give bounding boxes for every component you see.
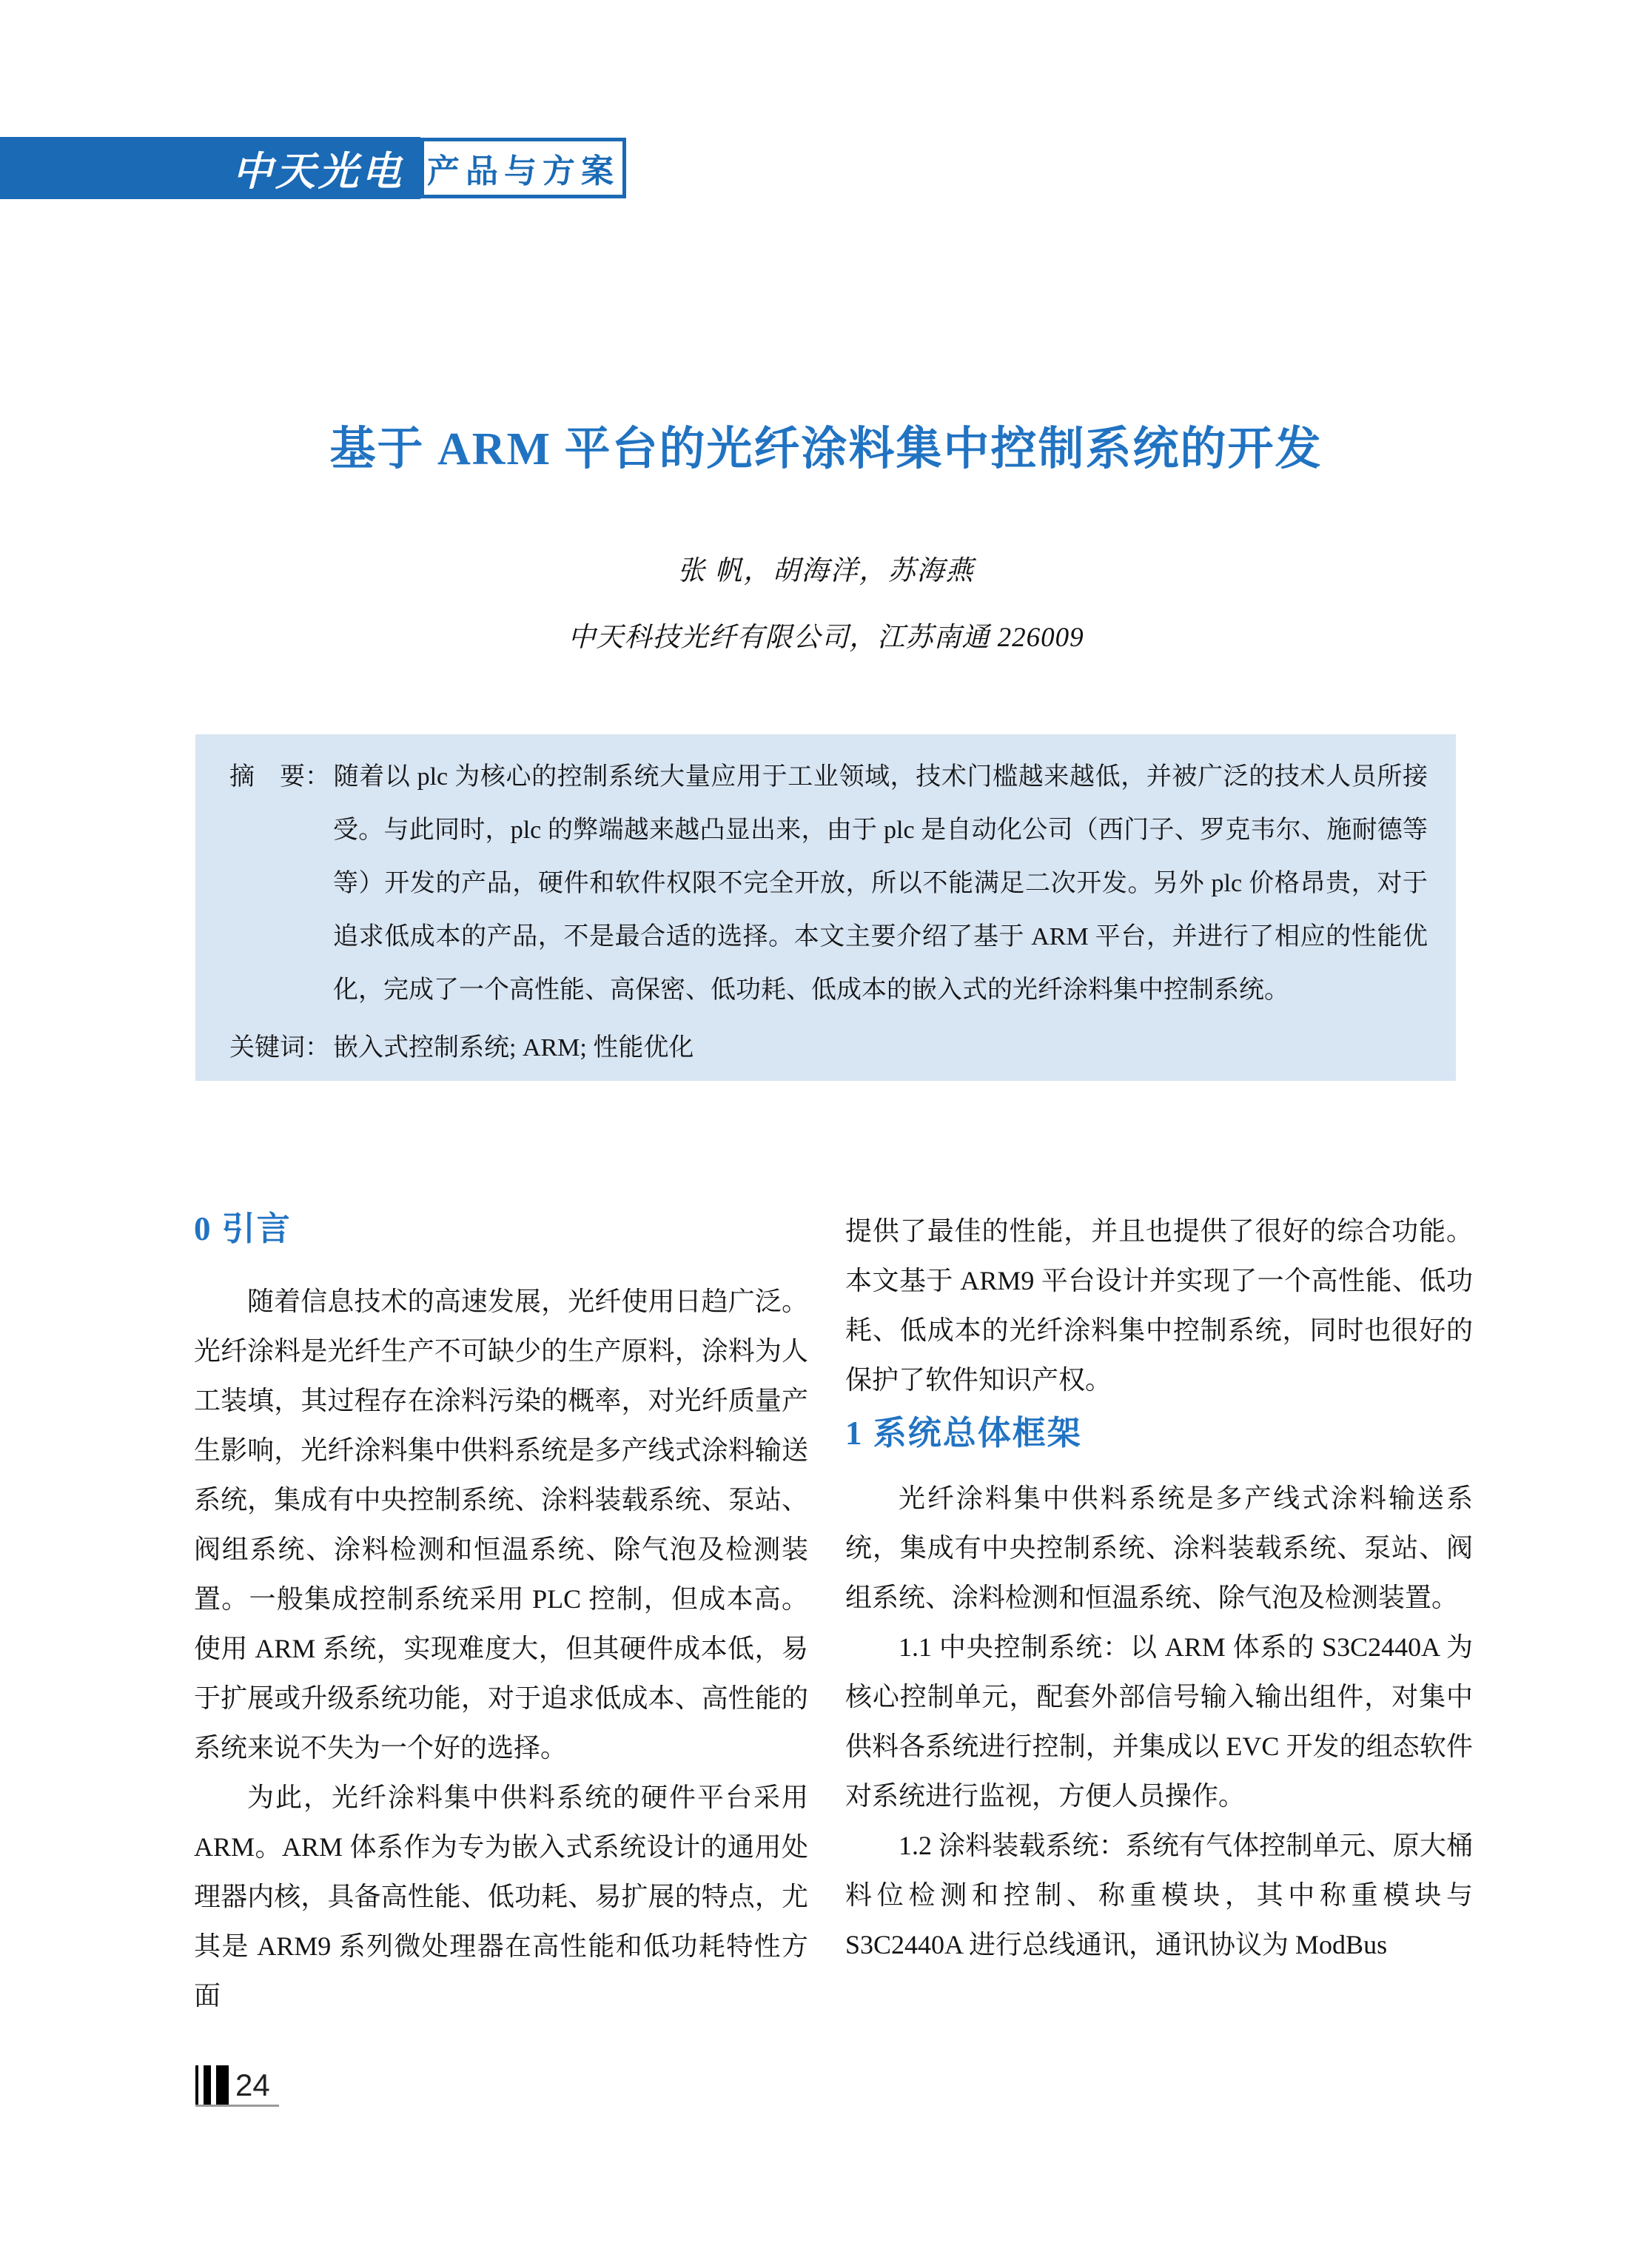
section-0-paragraph-1: 随着信息技术的高速发展，光纤使用日趋广泛。光纤涂料是光纤生产不可缺少的生产原料，涂料为人工装填，其过程存在涂料污染的概率，对光纤质量产生影响，光纤涂料集中供料系统是多产线式涂料输送系统，集成有中央控制系统、涂料装载系统、泵站、阀组系统、涂料检测和恒温系统、除气泡及检测装置。一般集成控制系统采用 PLC 控制，但成本高。使用 ARM 系统，实现难度大，但其硬件成本低，易于扩展或升级系统功能，对于追求低成本、高性能的系统来说不失为一个好的选择。 — [194, 1287, 808, 1763]
footer-bars-icon — [195, 2065, 229, 2105]
section-1-heading: 1 系统总体框架 — [845, 1415, 1082, 1452]
abstract-paragraph — [229, 751, 1428, 1017]
article-affiliation: 中天科技光纤有限公司，江苏南通 226009 — [568, 623, 1084, 653]
footer-divider-line — [195, 2105, 279, 2107]
keywords-label: 关键词： — [229, 1034, 330, 1062]
section-1-paragraph-1: 光纤涂料集中供料系统是多产线式涂料输送系统，集成有中央控制系统、涂料装载系统、泵站、阀组系统、涂料检测和恒温系统、除气泡及检测装置。 — [845, 1483, 1473, 1612]
section-tag-label: 产品与方案 — [427, 153, 620, 190]
body-column-left — [194, 1207, 808, 2021]
section-1-paragraph-2: 1.1 中央控制系统：以 ARM 体系的 S3C2440A 为核心控制单元，配套外部信号输入输出组件，对集中供料各系统进行控制，并集成以 EVC 开发的组态软件对系统进行监视，方便人员操作。 — [845, 1632, 1473, 1811]
continued-paragraph: 提供了最佳的性能，并且也提供了很好的综合功能。本文基于 ARM9 平台设计并实现了一个高性能、低功耗、低成本的光纤涂料集中控制系统，同时也很好的保护了软件知识产权。 — [845, 1216, 1473, 1395]
keywords-line — [229, 1022, 1428, 1075]
abstract-box — [195, 734, 1456, 1081]
abstract-label: 摘 要： — [229, 763, 330, 791]
page-number: 24 — [235, 2068, 270, 2102]
article-authors: 张 帆，胡海洋，苏海燕 — [677, 556, 975, 586]
publisher-logo: 中天光电 — [232, 149, 404, 194]
abstract-text: 随着以 plc 为核心的控制系统大量应用于工业领域，技术门槛越来越低，并被广泛的技术人员所接受。与此同时，plc 的弊端越来越凸显出来，由于 plc 是自动化公司（西门子、罗克韦尔、施耐德等等）开发的产品，硬件和软件权限不完全开放，所以不能满足二次开发。另外 plc 价格昂贵，对于追求低成本的产品，不是最合适的选择。本文主要介绍了基于 ARM 平台，并进行了相应的性能优化，完成了一个高性能、高保密、低功耗、低成本的嵌入式的光纤涂料集中控制系统。 — [333, 763, 1428, 1004]
section-1-paragraph-3: 1.2 涂料装载系统：系统有气体控制单元、原大桶料位检测和控制、称重模块，其中称重模块与 S3C2440A 进行总线通讯，通讯协议为 ModBus — [845, 1831, 1473, 1959]
section-0-paragraph-2: 为此，光纤涂料集中供料系统的硬件平台采用 ARM。ARM 体系作为专为嵌入式系统设计的通用处理器内核，具备高性能、低功耗、易扩展的特点，尤其是 ARM9 系列微处理器在高性能和低功耗特性方面 — [194, 1783, 808, 2011]
keywords-text: 嵌入式控制系统; ARM; 性能优化 — [333, 1034, 694, 1062]
article-title: 基于 ARM 平台的光纤涂料集中控制系统的开发 — [329, 424, 1323, 475]
body-column-right — [845, 1207, 1473, 1970]
section-tag-box — [420, 138, 626, 198]
header-blue-bar — [0, 137, 420, 199]
section-0-heading: 0 引言 — [194, 1210, 292, 1247]
